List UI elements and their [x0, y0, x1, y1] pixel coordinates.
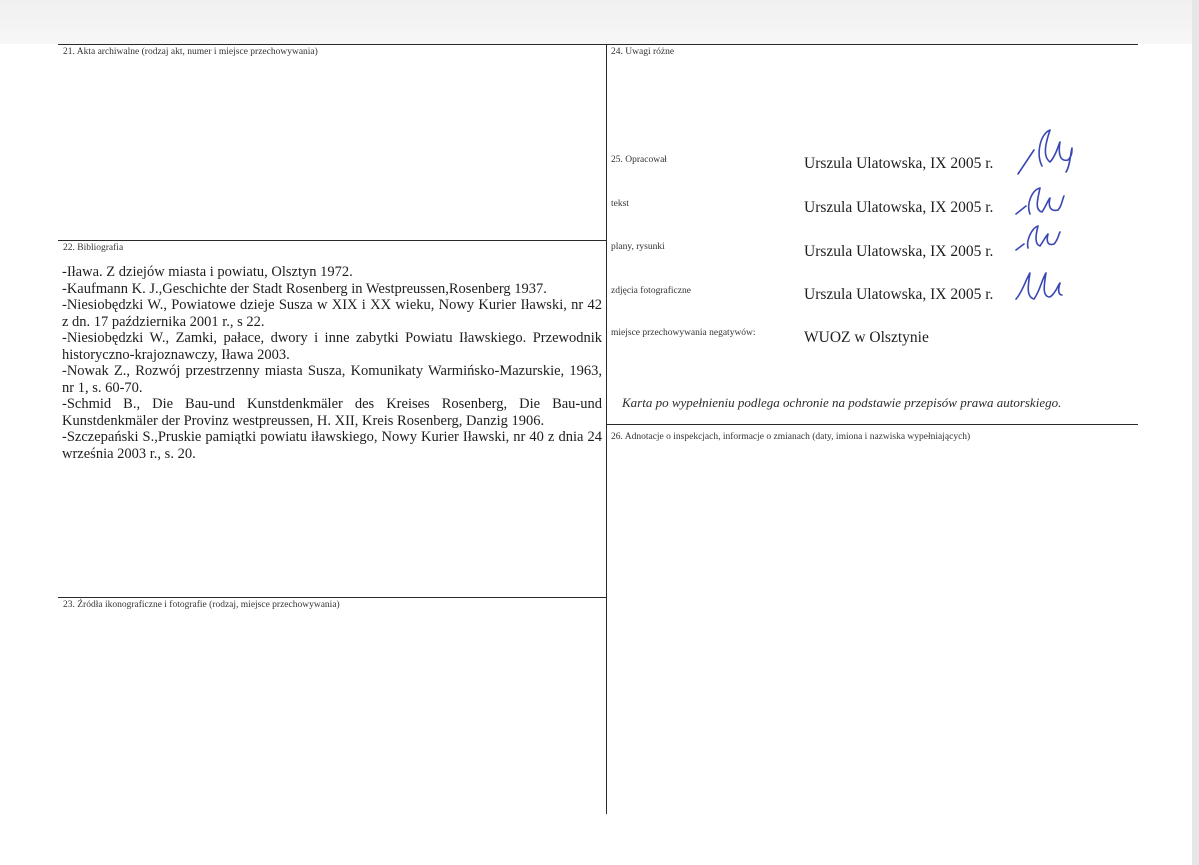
section-21-label: 21. Akta archiwalne (rodzaj akt, numer i miejsce przechowywania): [63, 47, 318, 57]
copyright-note: Karta po wypełnieniu podlega ochronie na podstawie przepisów prawa autorskiego.: [622, 395, 1062, 410]
section-26-label: 26. Adnotacje o inspekcjach, informacje o zmianach (daty, imiona i nazwiska wypełniających): [611, 432, 971, 442]
bibliography-entry: -Kaufmann K. J.,Geschichte der Stadt Rosenberg in Westpreussen,Rosenberg 1937.: [62, 280, 547, 297]
column-divider: [606, 44, 607, 814]
signature-initials: [1012, 182, 1072, 222]
scan-border-top: [0, 0, 1199, 44]
bibliography-entry: -Schmid B., Die Bau-und Kunstdenkmäler des Kreises Rosenberg, Die Bau-und Kunstdenkmäler der Provinz westpreussen, H. XII, Kreis Rosenberg, Danzig 1906.: [62, 396, 602, 429]
credit-label-photos: zdjęcia fotograficzne: [611, 286, 691, 296]
rule-section-22-top: [58, 240, 606, 241]
bibliography-list: [62, 264, 602, 462]
rule-section-21-top: [58, 44, 1138, 45]
bibliography-entry: -Nowak Z., Rozwój przestrzenny miasta Susza, Komunikaty Warmińsko-Mazurskie, 1963, nr 1, s. 60-70.: [62, 363, 602, 396]
rule-section-23-top: [58, 597, 606, 598]
credit-value-plans: Urszula Ulatowska, IX 2005 r.: [804, 243, 994, 260]
bibliography-entry: -Szczepański S.,Pruskie pamiątki powiatu iławskiego, Nowy Kurier Iławski, nr 40 z dnia 24 września 2003 r., s. 20.: [62, 429, 602, 462]
signature-initials: [1012, 120, 1082, 180]
bibliography-entry: -Niesiobędzki W., Zamki, pałace, dwory i inne zabytki Powiatu Iławskiego. Przewodnik historyczno-krajoznawczy, Iława 2003.: [62, 330, 602, 363]
credit-label-text: tekst: [611, 199, 629, 209]
section-23-label: 23. Źródła ikonograficzne i fotografie (rodzaj, miejsce przechowywania): [63, 600, 340, 610]
section-24-label: 24. Uwagi różne: [611, 47, 675, 57]
credit-label-plans: plany, rysunki: [611, 242, 665, 252]
negatives-label: miejsce przechowywania negatywów:: [611, 328, 756, 338]
scan-border-right: [1192, 0, 1199, 865]
bibliography-entry: -Niesiobędzki W., Powiatowe dzieje Susza w XIX i XX wieku, Nowy Kurier Iławski, nr 42 z dn. 17 października 2001 r., s 22.: [62, 297, 602, 330]
credit-label-prepared-by: 25. Opracował: [611, 155, 667, 165]
credit-value-text: Urszula Ulatowska, IX 2005 r.: [804, 199, 994, 216]
bibliography-entry: -Iława. Z dziejów miasta i powiatu, Olsztyn 1972.: [62, 264, 353, 280]
rule-section-26-top: [606, 424, 1138, 425]
section-22-label: 22. Bibliografia: [63, 243, 124, 253]
signature-initials: [1012, 265, 1072, 307]
signature-initials: [1012, 222, 1072, 262]
credit-value-photos: Urszula Ulatowska, IX 2005 r.: [804, 286, 994, 303]
negatives-value: WUOZ w Olsztynie: [804, 329, 929, 346]
credit-value-prepared-by: Urszula Ulatowska, IX 2005 r.: [804, 155, 994, 172]
